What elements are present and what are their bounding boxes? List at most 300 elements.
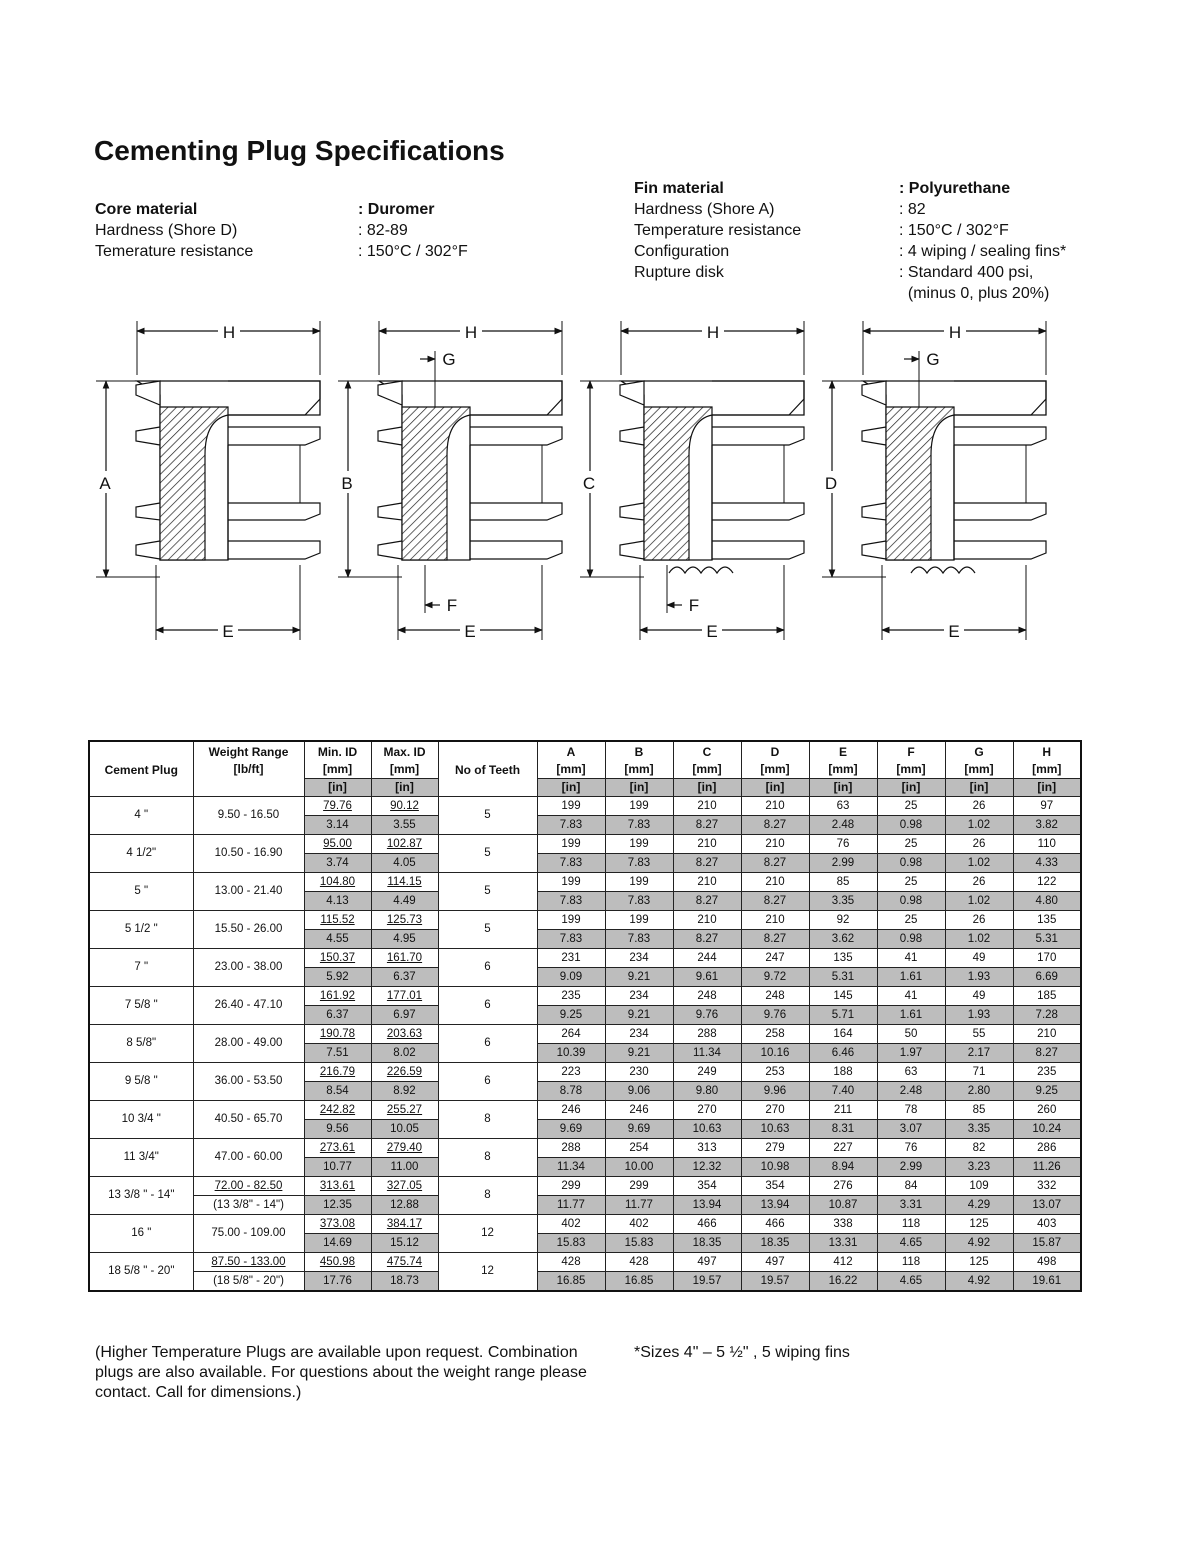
- dimension-label-e: E: [706, 622, 718, 641]
- dim-d-in: 9.96: [741, 1082, 809, 1101]
- column-header-unit: [lb/ft]: [233, 762, 264, 776]
- dim-b-in: 7.83: [605, 854, 673, 873]
- dim-e-mm: 412: [809, 1253, 877, 1272]
- dim-c-in: 13.94: [673, 1196, 741, 1215]
- max-id-mm: 203.63: [371, 1025, 438, 1044]
- dim-c-in: 9.76: [673, 1006, 741, 1025]
- dim-b-in: 9.21: [605, 1044, 673, 1063]
- dim-d-in: 10.98: [741, 1158, 809, 1177]
- dim-f-mm: 76: [877, 1139, 945, 1158]
- fin-temperature-value: : 150°C / 302°F: [899, 222, 1009, 239]
- core-section: [644, 407, 712, 560]
- table-row: [89, 797, 1081, 816]
- dim-c-mm: 210: [673, 911, 741, 930]
- wiping-fin: [862, 541, 886, 559]
- table-row: [89, 949, 1081, 968]
- wiping-fin: [378, 503, 402, 520]
- weight-range: 87.50 - 133.00: [193, 1253, 304, 1272]
- dim-d-in: 9.76: [741, 1006, 809, 1025]
- min-id-mm: 190.78: [304, 1025, 371, 1044]
- weight-range: 72.00 - 82.50: [193, 1177, 304, 1196]
- dim-f-mm: 63: [877, 1063, 945, 1082]
- dim-d-in: 18.35: [741, 1234, 809, 1253]
- table-row: [89, 873, 1081, 892]
- max-id-mm: 384.17: [371, 1215, 438, 1234]
- dim-h-in: 4.33: [1013, 854, 1081, 873]
- dimension-label-e: E: [464, 622, 476, 641]
- column-header-label: Cement Plug: [104, 762, 178, 777]
- dim-h-in: 8.27: [1013, 1044, 1081, 1063]
- column-header: [89, 741, 193, 797]
- dim-g-in: 1.02: [945, 930, 1013, 949]
- min-id-in: 7.51: [304, 1044, 371, 1063]
- weight-range: 23.00 - 38.00: [193, 949, 304, 987]
- dim-c-in: 9.61: [673, 968, 741, 987]
- dim-f-in: 2.48: [877, 1082, 945, 1101]
- core-hardness-label: Hardness (Shore D): [95, 222, 238, 239]
- dim-g-in: 4.29: [945, 1196, 1013, 1215]
- dimension-label-height: D: [824, 474, 838, 493]
- weight-range: 13.00 - 21.40: [193, 873, 304, 911]
- dim-h-in: 15.87: [1013, 1234, 1081, 1253]
- dimension-label-f: F: [688, 596, 700, 615]
- rupture-disk-edge: [669, 567, 733, 573]
- dim-c-in: 10.63: [673, 1120, 741, 1139]
- page-title: Cementing Plug Specifications: [94, 135, 505, 166]
- weight-range: 36.00 - 53.50: [193, 1063, 304, 1101]
- plug-diagram: [822, 321, 1046, 642]
- weight-range: 75.00 - 109.00: [193, 1215, 304, 1253]
- dim-e-mm: 227: [809, 1139, 877, 1158]
- profile-line: [470, 503, 562, 520]
- column-header: [741, 741, 809, 797]
- column-header-label: B: [634, 745, 644, 759]
- number-of-teeth: 6: [438, 949, 537, 987]
- weight-range-note: (18 5/8" - 20"): [193, 1272, 304, 1292]
- dim-b-in: 7.83: [605, 816, 673, 835]
- dim-b-in: 7.83: [605, 930, 673, 949]
- dim-h-in: 19.61: [1013, 1272, 1081, 1292]
- weight-range: 9.50 - 16.50: [193, 797, 304, 835]
- dim-b-mm: 199: [605, 835, 673, 854]
- dim-e-mm: 145: [809, 987, 877, 1006]
- cement-plug-size: 10 3/4 ": [89, 1101, 193, 1139]
- min-id-mm: 216.79: [304, 1063, 371, 1082]
- dim-e-mm: 211: [809, 1101, 877, 1120]
- dim-f-mm: 25: [877, 797, 945, 816]
- wiping-fin: [620, 541, 644, 559]
- dim-a-mm: 428: [537, 1253, 605, 1272]
- column-header: [605, 741, 673, 797]
- number-of-teeth: 6: [438, 1025, 537, 1063]
- cement-plug-size: 13 3/8 " - 14": [89, 1177, 193, 1215]
- dim-e-mm: 63: [809, 797, 877, 816]
- dim-d-in: 13.94: [741, 1196, 809, 1215]
- profile-line: [954, 381, 1046, 415]
- wiping-fin: [862, 381, 886, 405]
- min-id-mm: 104.80: [304, 873, 371, 892]
- cement-plug-size: 11 3/4": [89, 1139, 193, 1177]
- dim-a-mm: 402: [537, 1215, 605, 1234]
- wiping-fin: [136, 503, 160, 520]
- min-id-mm: 150.37: [304, 949, 371, 968]
- dim-b-mm: 428: [605, 1253, 673, 1272]
- dim-d-mm: 210: [741, 797, 809, 816]
- fin-rupture-value: : Standard 400 psi,: [899, 264, 1034, 281]
- dim-f-in: 0.98: [877, 892, 945, 911]
- cement-plug-size: 4 ": [89, 797, 193, 835]
- profile-line: [954, 427, 1046, 445]
- min-id-in: 14.69: [304, 1234, 371, 1253]
- dim-e-in: 3.35: [809, 892, 877, 911]
- max-id-mm: 177.01: [371, 987, 438, 1006]
- weight-range: 47.00 - 60.00: [193, 1139, 304, 1177]
- fin-configuration-label: Configuration: [634, 243, 730, 260]
- max-id-mm: 279.40: [371, 1139, 438, 1158]
- column-header-unit-inch: [in]: [605, 778, 674, 796]
- dim-h-mm: 332: [1013, 1177, 1081, 1196]
- column-header-unit-inch: [in]: [809, 778, 878, 796]
- core-material-labels: [95, 199, 253, 262]
- dim-d-mm: 210: [741, 835, 809, 854]
- max-id-in: 4.49: [371, 892, 438, 911]
- specification-table: [88, 740, 1082, 1292]
- dimension-label-g: G: [442, 350, 456, 369]
- dim-h-in: 9.25: [1013, 1082, 1081, 1101]
- profile-line: [712, 381, 804, 415]
- dim-b-mm: 230: [605, 1063, 673, 1082]
- profile-line: [228, 503, 320, 520]
- profile-line: [228, 541, 320, 559]
- dim-d-in: 9.72: [741, 968, 809, 987]
- dim-f-mm: 78: [877, 1101, 945, 1120]
- dim-e-in: 8.31: [809, 1120, 877, 1139]
- table-row: [89, 1101, 1081, 1120]
- dim-c-in: 11.34: [673, 1044, 741, 1063]
- dim-c-mm: 270: [673, 1101, 741, 1120]
- min-id-mm: 273.61: [304, 1139, 371, 1158]
- dim-c-in: 12.32: [673, 1158, 741, 1177]
- profile-line: [228, 427, 320, 445]
- dim-g-in: 4.92: [945, 1272, 1013, 1292]
- dim-c-in: 18.35: [673, 1234, 741, 1253]
- column-header-label: C: [702, 745, 712, 759]
- dim-g-in: 1.93: [945, 968, 1013, 987]
- dim-d-mm: 497: [741, 1253, 809, 1272]
- dimension-label-h: H: [464, 323, 478, 342]
- dim-f-in: 0.98: [877, 854, 945, 873]
- wiping-fin: [136, 427, 160, 445]
- dim-b-in: 9.21: [605, 968, 673, 987]
- column-header-label: Min. ID: [317, 745, 358, 759]
- dim-b-mm: 246: [605, 1101, 673, 1120]
- max-id-in: 12.88: [371, 1196, 438, 1215]
- dim-a-in: 15.83: [537, 1234, 605, 1253]
- column-header: [945, 741, 1013, 797]
- max-id-in: 6.97: [371, 1006, 438, 1025]
- dim-d-mm: 248: [741, 987, 809, 1006]
- dim-h-in: 7.28: [1013, 1006, 1081, 1025]
- dim-h-mm: 403: [1013, 1215, 1081, 1234]
- column-header: [673, 741, 741, 797]
- number-of-teeth: 8: [438, 1139, 537, 1177]
- dimension-label-height: B: [341, 474, 353, 493]
- dim-f-mm: 118: [877, 1253, 945, 1272]
- dim-g-mm: 26: [945, 797, 1013, 816]
- core-section: [402, 407, 470, 560]
- column-header-unit: [mm]: [692, 762, 722, 776]
- max-id-in: 11.00: [371, 1158, 438, 1177]
- dim-g-in: 1.02: [945, 854, 1013, 873]
- dim-b-in: 9.21: [605, 1006, 673, 1025]
- dim-e-in: 13.31: [809, 1234, 877, 1253]
- dimension-label-f: F: [446, 596, 458, 615]
- dim-g-in: 4.92: [945, 1234, 1013, 1253]
- wiping-fin: [136, 541, 160, 559]
- column-header: [438, 741, 537, 797]
- dim-f-in: 4.65: [877, 1272, 945, 1292]
- table-row-inches: [89, 1272, 1081, 1292]
- dim-g-mm: 26: [945, 835, 1013, 854]
- dim-c-mm: 249: [673, 1063, 741, 1082]
- dim-g-mm: 49: [945, 987, 1013, 1006]
- dimension-label-h: H: [948, 323, 962, 342]
- number-of-teeth: 5: [438, 835, 537, 873]
- wiping-fin: [620, 427, 644, 445]
- dim-c-in: 8.27: [673, 816, 741, 835]
- dim-f-in: 3.07: [877, 1120, 945, 1139]
- dim-d-in: 8.27: [741, 816, 809, 835]
- column-header-label: E: [838, 745, 847, 759]
- min-id-in: 8.54: [304, 1082, 371, 1101]
- profile-line: [954, 503, 1046, 520]
- dim-e-mm: 188: [809, 1063, 877, 1082]
- fin-hardness-label: Hardness (Shore A): [634, 201, 775, 218]
- max-id-in: 18.73: [371, 1272, 438, 1292]
- dim-h-mm: 135: [1013, 911, 1081, 930]
- table-row: [89, 911, 1081, 930]
- dim-f-mm: 84: [877, 1177, 945, 1196]
- max-id-mm: 255.27: [371, 1101, 438, 1120]
- wiping-fin: [862, 503, 886, 520]
- dim-d-mm: 466: [741, 1215, 809, 1234]
- max-id-in: 8.02: [371, 1044, 438, 1063]
- column-header: [809, 741, 877, 797]
- dim-a-mm: 246: [537, 1101, 605, 1120]
- max-id-in: 10.05: [371, 1120, 438, 1139]
- profile-line: [712, 427, 804, 445]
- column-header-unit: [mm]: [389, 762, 420, 776]
- dim-f-mm: 50: [877, 1025, 945, 1044]
- min-id-in: 5.92: [304, 968, 371, 987]
- dim-b-mm: 402: [605, 1215, 673, 1234]
- dimension-label-height: A: [99, 474, 111, 493]
- column-header-label: Max. ID: [383, 745, 426, 759]
- dim-d-in: 10.63: [741, 1120, 809, 1139]
- dim-a-in: 11.34: [537, 1158, 605, 1177]
- dim-d-mm: 253: [741, 1063, 809, 1082]
- dim-d-in: 8.27: [741, 930, 809, 949]
- dim-e-mm: 135: [809, 949, 877, 968]
- wiping-fin: [620, 381, 644, 405]
- dim-g-mm: 109: [945, 1177, 1013, 1196]
- dim-g-mm: 49: [945, 949, 1013, 968]
- dim-f-in: 0.98: [877, 816, 945, 835]
- dim-a-mm: 223: [537, 1063, 605, 1082]
- dim-b-in: 15.83: [605, 1234, 673, 1253]
- fin-material-heading: Fin material: [634, 180, 724, 197]
- dim-g-mm: 82: [945, 1139, 1013, 1158]
- min-id-in: 4.13: [304, 892, 371, 911]
- dim-c-mm: 466: [673, 1215, 741, 1234]
- dim-f-mm: 41: [877, 949, 945, 968]
- dim-h-mm: 286: [1013, 1139, 1081, 1158]
- dim-d-mm: 258: [741, 1025, 809, 1044]
- dim-c-mm: 210: [673, 873, 741, 892]
- dim-a-in: 7.83: [537, 930, 605, 949]
- dim-f-mm: 25: [877, 835, 945, 854]
- dim-b-mm: 299: [605, 1177, 673, 1196]
- dim-a-mm: 264: [537, 1025, 605, 1044]
- dim-h-in: 11.26: [1013, 1158, 1081, 1177]
- dim-h-in: 6.69: [1013, 968, 1081, 987]
- dim-d-mm: 247: [741, 949, 809, 968]
- dim-g-mm: 125: [945, 1253, 1013, 1272]
- weight-range: 28.00 - 49.00: [193, 1025, 304, 1063]
- dim-b-mm: 234: [605, 949, 673, 968]
- dim-b-mm: 199: [605, 873, 673, 892]
- column-header-unit: [mm]: [1032, 762, 1062, 776]
- profile-line: [712, 503, 804, 520]
- table-row: [89, 1025, 1081, 1044]
- dim-c-mm: 313: [673, 1139, 741, 1158]
- dim-e-mm: 164: [809, 1025, 877, 1044]
- column-header-unit: [mm]: [624, 762, 654, 776]
- min-id-in: 12.35: [304, 1196, 371, 1215]
- min-id-in: 6.37: [304, 1006, 371, 1025]
- profile-line: [470, 381, 562, 415]
- dim-f-in: 1.61: [877, 968, 945, 987]
- table-row: [89, 1253, 1081, 1272]
- dim-h-in: 13.07: [1013, 1196, 1081, 1215]
- dim-e-mm: 76: [809, 835, 877, 854]
- min-id-mm: 450.98: [304, 1253, 371, 1272]
- profile-line: [712, 541, 804, 559]
- dim-b-mm: 254: [605, 1139, 673, 1158]
- profile-line: [470, 541, 562, 559]
- dim-b-in: 11.77: [605, 1196, 673, 1215]
- column-header-label: F: [907, 745, 915, 759]
- column-header-unit-inch: [in]: [1013, 778, 1082, 796]
- min-id-in: 17.76: [304, 1272, 371, 1292]
- fin-material-values: [899, 178, 1066, 304]
- wiping-fin: [620, 503, 644, 520]
- max-id-mm: 226.59: [371, 1063, 438, 1082]
- column-header: [537, 741, 605, 797]
- dim-c-in: 19.57: [673, 1272, 741, 1292]
- dimension-label-g: G: [926, 350, 940, 369]
- dimension-label-e: E: [222, 622, 234, 641]
- dim-a-mm: 231: [537, 949, 605, 968]
- dim-d-mm: 270: [741, 1101, 809, 1120]
- core-section: [886, 407, 954, 560]
- weight-range: 26.40 - 47.10: [193, 987, 304, 1025]
- dim-f-in: 3.31: [877, 1196, 945, 1215]
- dim-h-in: 5.31: [1013, 930, 1081, 949]
- min-id-mm: 95.00: [304, 835, 371, 854]
- weight-range-note: (13 3/8" - 14"): [193, 1196, 304, 1215]
- core-section: [160, 407, 228, 560]
- dim-c-in: 9.80: [673, 1082, 741, 1101]
- dim-g-mm: 85: [945, 1101, 1013, 1120]
- dim-b-mm: 199: [605, 797, 673, 816]
- column-header-unit-inch: [in]: [371, 778, 439, 796]
- dim-a-mm: 199: [537, 873, 605, 892]
- max-id-mm: 125.73: [371, 911, 438, 930]
- dim-g-mm: 55: [945, 1025, 1013, 1044]
- fin-rupture-tolerance: (minus 0, plus 20%): [899, 285, 1050, 302]
- number-of-teeth: 12: [438, 1215, 537, 1253]
- dim-c-mm: 210: [673, 797, 741, 816]
- dim-a-mm: 199: [537, 797, 605, 816]
- column-header-label: D: [770, 745, 780, 759]
- dimension-label-e: E: [948, 622, 960, 641]
- column-header-unit: [mm]: [828, 762, 858, 776]
- dim-e-in: 5.71: [809, 1006, 877, 1025]
- core-temperature-label: Temerature resistance: [95, 243, 254, 260]
- dim-b-mm: 199: [605, 911, 673, 930]
- column-header-label: A: [566, 745, 576, 759]
- dim-h-mm: 110: [1013, 835, 1081, 854]
- min-id-in: 10.77: [304, 1158, 371, 1177]
- min-id-in: 3.14: [304, 816, 371, 835]
- wiping-fin: [378, 541, 402, 559]
- max-id-in: 4.95: [371, 930, 438, 949]
- dim-g-in: 2.17: [945, 1044, 1013, 1063]
- footnote-sizes: *Sizes 4" – 5 ½" , 5 wiping fins: [634, 1344, 850, 1361]
- max-id-mm: 102.87: [371, 835, 438, 854]
- dim-c-mm: 210: [673, 835, 741, 854]
- wiping-fin: [378, 381, 402, 405]
- wiping-fin: [378, 427, 402, 445]
- dim-e-mm: 276: [809, 1177, 877, 1196]
- dim-f-in: 1.61: [877, 1006, 945, 1025]
- number-of-teeth: 5: [438, 797, 537, 835]
- dim-e-in: 8.94: [809, 1158, 877, 1177]
- table-row: [89, 835, 1081, 854]
- number-of-teeth: 6: [438, 987, 537, 1025]
- number-of-teeth: 8: [438, 1177, 537, 1215]
- column-header: [193, 741, 304, 797]
- cement-plug-size: 18 5/8 " - 20": [89, 1253, 193, 1292]
- dim-d-in: 8.27: [741, 892, 809, 911]
- dim-g-mm: 26: [945, 873, 1013, 892]
- column-header: [1013, 741, 1081, 797]
- dim-g-in: 3.35: [945, 1120, 1013, 1139]
- table-row: [89, 987, 1081, 1006]
- dim-d-in: 19.57: [741, 1272, 809, 1292]
- dim-a-mm: 199: [537, 835, 605, 854]
- dim-b-mm: 234: [605, 987, 673, 1006]
- dim-a-in: 9.09: [537, 968, 605, 987]
- dim-a-in: 7.83: [537, 892, 605, 911]
- dim-f-in: 1.97: [877, 1044, 945, 1063]
- column-header-unit: [mm]: [322, 762, 353, 776]
- min-id-mm: 115.52: [304, 911, 371, 930]
- dim-g-in: 1.02: [945, 816, 1013, 835]
- dim-c-mm: 288: [673, 1025, 741, 1044]
- dim-c-in: 8.27: [673, 930, 741, 949]
